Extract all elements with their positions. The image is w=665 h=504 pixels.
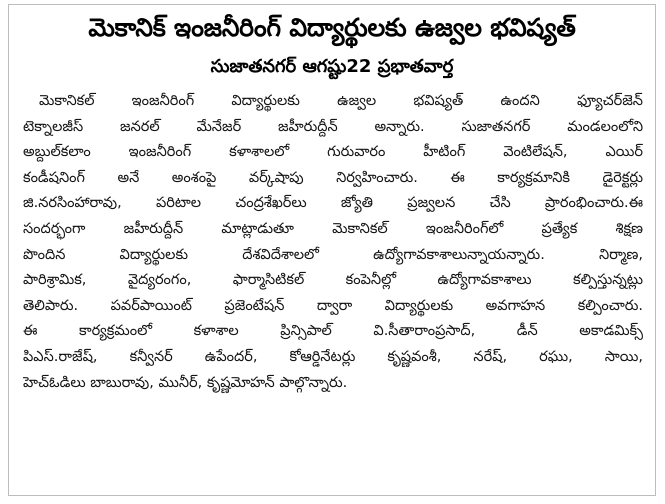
body-line: తెలిపారు. పవర్‌పాయింట్ ప్రజెంటేషన్ ద్వారా విద్యార్థులకు అవగాహన కల్పించారు. bbox=[23, 297, 643, 314]
article-body bbox=[23, 89, 643, 396]
body-line: జి.నరసింహారావు, పరిటాల చంద్రశేఖర్‌లు జ్యోతి ప్రజ్వలన చేసి ప్రారంభించారు.ఈ bbox=[23, 195, 643, 212]
body-line: సందర్భంగా జహీరుద్దీన్ మాట్లాడుతూ మెకానికల్ ఇంజనీరింగ్‌లో ప్రత్యేక శిక్షణ bbox=[23, 220, 643, 237]
body-line: అబ్దుల్‌కలాం ఇంజనీరింగ్ కళాశాలలో గురువారం హీటింగ్ వెంటిలేషన్, ఎయిర్ bbox=[23, 144, 643, 161]
dateline: సుజాతనగర్ ఆగష్టు22 ప్రభాతవార్త bbox=[210, 56, 454, 77]
headline: మెకానిక్ ఇంజనీరింగ్ విద్యార్థులకు ఉజ్వల భవిష్యత్ bbox=[88, 13, 576, 42]
body-line: పొందిన విద్యార్థులకు దేశవిదేశాలలో ఉద్యోగావకాశాలున్నాయన్నారు. నిర్మాణ, bbox=[23, 246, 643, 263]
news-clipping bbox=[8, 4, 656, 496]
body-line: టెక్నాలజీస్ జనరల్ మేనేజర్ జహీరుద్దీన్ అన్నారు. సుజాతనగర్ మండలంలోని bbox=[23, 118, 643, 135]
body-line: కండీషనింగ్ అనే అంశంపై వర్క్‌షాపు నిర్వహించారు. ఈ కార్యక్రమానికి డైరెక్టర్లు bbox=[23, 169, 643, 186]
body-line: మెకానికల్ ఇంజనీరింగ్ విద్యార్థులకు ఉజ్వల భవిష్యత్ ఉందని ఫ్యూచర్‌జెన్ bbox=[39, 93, 643, 109]
body-line: హెచ్ఓడిలు బాబురావు, మునీర్, కృష్ణమోహన్ పాల్గొన్నారు. bbox=[23, 374, 348, 391]
body-line: పిఎస్.రాజేష్, కన్వీనర్ ఉపేందర్, కోఆర్డినేటర్లు కృష్ణవంశీ, నరేష్, రఘు, సాయి, bbox=[23, 348, 643, 365]
body-line: పారిశ్రామిక, వైద్యరంగం, ఫార్మాసిటికల్ కంపెనీల్లో ఉద్యోగావకాశాలు కల్పిస్తున్నట్లు bbox=[23, 272, 643, 289]
body-line: ఈ కార్యక్రమంలో కళాశాల ప్రిన్సిపాల్ వి.సీతారాంప్రసాద్, డీన్ అకాడమిక్స్ bbox=[23, 323, 643, 340]
